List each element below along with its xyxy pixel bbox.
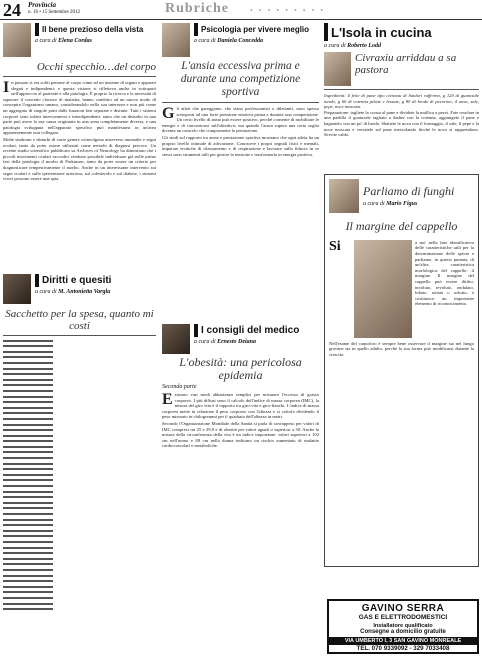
dropcap: Si	[329, 238, 341, 254]
section-title: Rubriche	[165, 1, 229, 16]
article-headline: Civraxiu arriddau a sa pastora	[355, 52, 457, 76]
byline: a cura di Roberto Lodd	[324, 43, 382, 49]
author-photo	[329, 179, 359, 213]
article-headline: L'obesità: una pericolosa epidemia	[179, 355, 302, 382]
paragraph: Molte sindromi e disturbi di vario genere coinvolgono attraverso anomalie e segni oculari, tanto da poter essere utilizzati come metodo di diagnosi precoce. Un recente studio scientifico pubblicato su Archives of Neurology ha dimostrato che i piccoli movimenti oculari saccadici rendono possibile individuare già nelle prime fasi della patologia il morbo di Parkinson, tanto da poter essere un criterio per diagnosticare tempestivamente il morbo. Anche in un interessante intervento sui segni oculari e sulla ipertensione arteriosa, sul colesterolo e sul diabete, i sintomi visivi possono essere una spia.	[3, 136, 156, 182]
ad-installer: Installatore qualificato	[373, 623, 433, 629]
byline: a cura di M. Antonietta Varglu	[35, 289, 111, 295]
byline: a cura di Mario Figus	[363, 201, 418, 208]
page-header	[0, 0, 482, 20]
paragraph: a mo' nella fase identificativa delle caratteristiche utili per la determinazione delle specie e parliamo, in questa puntata, di un'altra caratteristica morfologica del cappello: il margine. Il margine del cappello può essere diritto, involuto, revoluto, ondulato, lobato, striato o solcato, e costituisce un importante elemento di riconoscimento.	[415, 239, 474, 307]
text-column-placeholder	[3, 340, 53, 611]
ad-address: VIA UMBERTO I, 3 SAN GAVINO MONREALE	[329, 637, 477, 645]
author-photo	[162, 324, 190, 354]
paragraph: sistono vari modi abbastanza semplici per misurare l'eccesso di grasso corporeo. I più diffusi sono il calcolo dell'indice di massa corporea (IMC), la misura del giro vita e il rapporto tra giro-vita e giro-fianchi. L'indice di massa corporea mette in relazione il peso corporeo con l'altezza e si calcola dividendo il peso misurato in chilogrammi per il quadrato dell'altezza in metri.	[162, 392, 319, 420]
byline: a cura di Daniela Concedda	[194, 38, 264, 44]
column-cooking	[324, 23, 479, 567]
column-eyes	[3, 23, 156, 610]
kicker: Seconda parte	[162, 384, 197, 390]
paragraph: li atleti che gareggiano, che siano professionisti o dilettanti, sono spesso sottoposti ad una forte pressione emotiva prima e durante una competizione. Un certo livello di ansia può essere positivo, perché consente di mobilitare le energie e di concentrarsi sull'obiettivo; ma quando l'ansia supera una certa soglia diventa un ostacolo che compromette la prestazione.	[162, 106, 319, 134]
paragraph: Gli studi sul rapporto tra ansia e prestazione sportiva mostrano che ogni atleta ha un proprio livello ottimale di attivazione. Conoscere i propri segnali fisici e mentali, imparare tecniche di rilassamento e di respirazione e lavorare sulla fiducia in se stessi sono strumenti utili per gestire la tensione e trasformarla in energia positiva.	[162, 134, 319, 157]
advertisement	[327, 599, 479, 654]
paragraph: n passato si era soliti pensare al corpo come ad un insieme di organi e apparati slegati e indipendenti; e questa visione si rifletteva anche in sottoparti nell'approccio al paziente e alla patologia. È proprio la ricerca e la necessità di superare il concetto classico di malattia, hanno condotto ad un nuovo modo di concepire l'organismo umano, considerandolo nella sua interezza e non più come un aggregato di singole parti dalle funzioni ben separate e distinte. Tutti i sistemi corporei sono infatti interconnessi e interdipendenti: tanto che un disturbo in una parte può avere la sua causa originaria in una zona completamente diversa, e una patologia sviluppata nell'apparato specifico può manifestarsi in un'area apparentemente non collegata.	[3, 80, 156, 136]
article-body	[162, 392, 319, 624]
byline: a cura di Ernesto Deiana	[194, 339, 257, 345]
paragraph: Secondo l'Organizzazione Mondiale della Sanità si parla di sovrappeso per valori di IMC compresi tra 25 e 29,9 e di obesità per valori uguali o superiori a 30. Anche la misura della circonferenza della vita è un indice importante: valori superiori a 102 cm nell'uomo e 88 cm nella donna indicano un rischio aumentato di malattie cardiovascolari e metaboliche.	[162, 420, 319, 449]
byline: a cura di Elena Cordas	[35, 38, 93, 44]
author-photo	[162, 23, 190, 57]
author-photo	[3, 274, 31, 304]
article-body	[324, 110, 479, 168]
mushroom-box	[324, 174, 479, 567]
column-title: Psicologia per vivere meglio	[201, 25, 310, 34]
ad-delivery: Consegne a domicilio gratuite	[360, 629, 446, 635]
column-title: Il bene prezioso della vista	[42, 25, 144, 34]
paragraph: Preparazione: togliete la crosta al pane e dividete la mollica a pezzi. Fate rosolare in una padella il guanciale tagliato a dadini con la cotenna, aggiungete il pane e bagnatelo con un po' di brodo. Sbattete le uova con il formaggio, il sale, il pepe e la noce moscata e versatele sul pane mescolando finché le uova si rapprendono. Servite caldo.	[324, 109, 479, 138]
author-photo	[3, 23, 31, 57]
article-body	[3, 80, 156, 266]
ingredients: Ingredienti: 4 fette di pane tipo civraxiu di Sanluri raffermo, g 120 di guanciale nardo, g 60 di cotenna pelate e lessate, g 80 di brodo di pecorino, 4 uova, sale, pepe, noce moscata.	[324, 93, 479, 110]
column-title: Parliamo di funghi	[363, 184, 455, 199]
brand-name: Provincia	[28, 1, 56, 9]
issue-info: n. 16 • 15 Settembre 2012	[28, 10, 81, 15]
article-body-side	[415, 240, 474, 338]
article-body	[329, 341, 474, 566]
column-psychology	[162, 23, 319, 624]
article-headline: Il margine del cappello	[345, 218, 458, 233]
header-dots: • • • • • • • • •	[250, 6, 326, 15]
dropcap: I	[3, 80, 10, 96]
article-headline: Occhi specchio…del corpo	[36, 61, 156, 73]
mushroom-photo	[354, 240, 412, 338]
ad-subtitle: GAS E ELETTRODOMESTICI	[358, 614, 448, 621]
dropcap: G	[162, 106, 175, 122]
article-headline: Sacchetto per la spesa, quanto mi costi	[5, 308, 154, 332]
article-body	[162, 106, 319, 318]
dropcap: E	[162, 392, 173, 408]
column-title: L'Isola in cucina	[331, 24, 432, 40]
column-title: I consigli del medico	[201, 325, 300, 336]
ad-company-name: GAVINO SERRA	[361, 603, 445, 614]
article-headline: L'ansia eccessiva prima e durante una competizione sportiva	[180, 60, 301, 98]
column-title: Diritti e quesiti	[42, 275, 112, 286]
author-photo	[324, 52, 351, 86]
paragraph: Nell'esame del carpoforo è sempre bene osservare il margine sia nel fungo giovane sia in quello adulto, perché la sua forma può modificarsi durante la crescita.	[329, 340, 474, 357]
page-number: 24	[3, 0, 21, 20]
ad-phone: TEL. 070 9339092 - 329 7033408	[356, 645, 450, 652]
